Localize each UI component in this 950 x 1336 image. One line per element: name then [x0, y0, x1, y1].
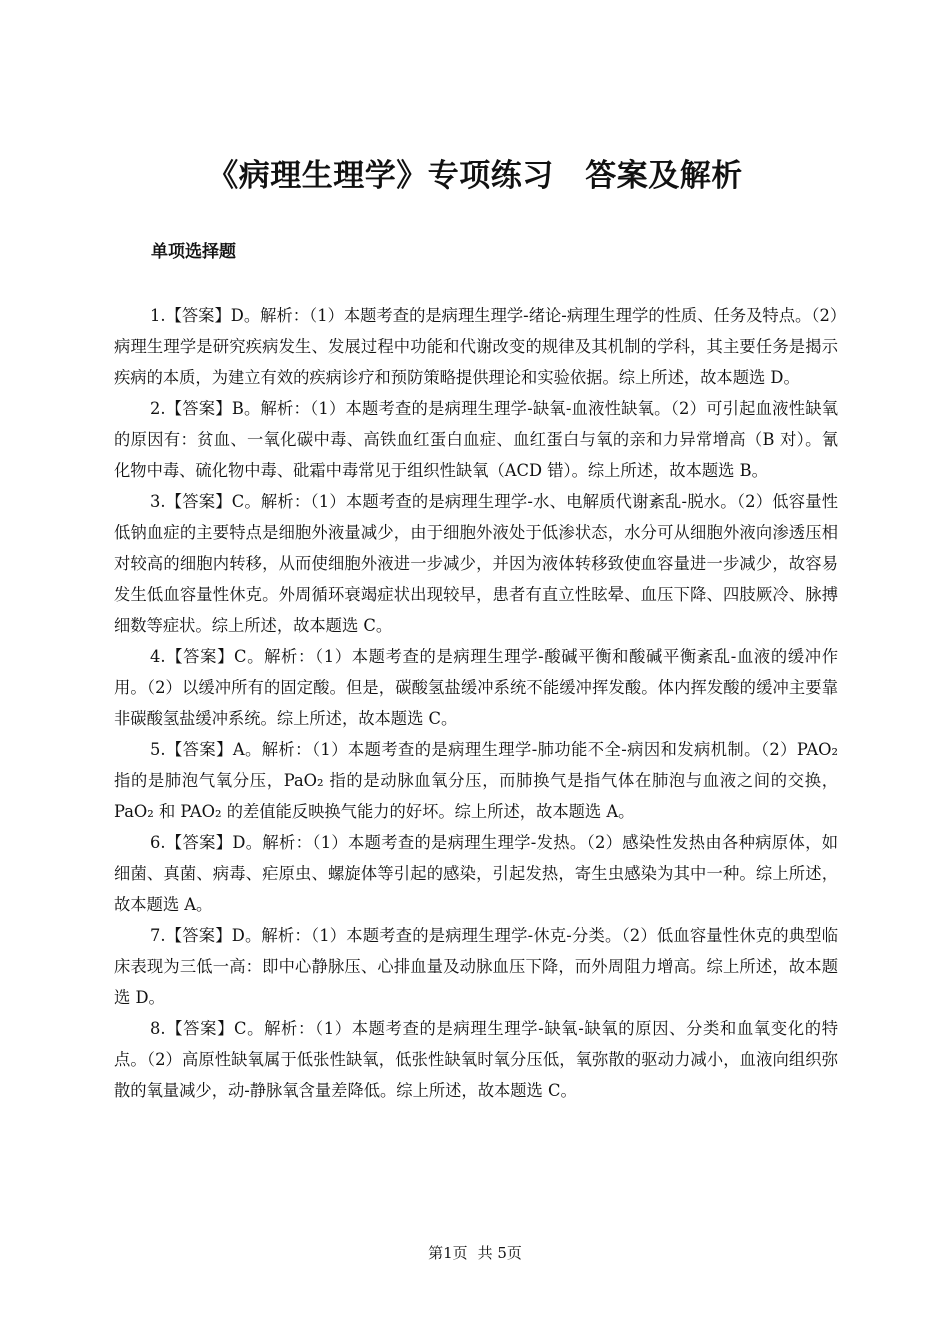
- answer-text: 【答案】C。解析：（1）本题考查的是病理生理学-水、电解质代谢紊乱-脱水。（2）低容量性低钠血症的主要特点是细胞外液量减少，由于细胞外液处于低渗状态，水分可从细胞外液向渗透压相对较高的细胞内转移，从而使细胞外液进一步减少，并因为液体转移致使血容量进一步减少，故容易发生低血容量性休克。外周循环衰竭症状出现较早，患者有直立性眩晕、血压下降、四肢厥冷、脉搏细数等症状。综上所述，故本题选 C。: [114, 492, 838, 635]
- answer-item: [114, 641, 838, 734]
- answer-text: 【答案】A。解析：（1）本题考查的是病理生理学-肺功能不全-病因和发病机制。（2）PAO₂ 指的是肺泡气氧分压，PaO₂ 指的是动脉血氧分压，而肺换气是指气体在肺泡与血液之间的交换，PaO₂ 和 PAO₂ 的差值能反映换气能力的好坏。综上所述，故本题选 A。: [114, 740, 838, 821]
- answer-text: 【答案】C。解析：（1）本题考查的是病理生理学-缺氧-缺氧的原因、分类和血氧变化的特点。（2）高原性缺氧属于低张性缺氧，低张性缺氧时氧分压低，氧弥散的驱动力减小，血液向组织弥散的氧量减少，动-静脉氧含量差降低。综上所述，故本题选 C。: [114, 1019, 838, 1100]
- answer-item: [114, 827, 838, 920]
- answer-text: 【答案】D。解析：（1）本题考查的是病理生理学-绪论-病理生理学的性质、任务及特点。（2）病理生理学是研究疾病发生、发展过程中功能和代谢改变的规律及其机制的学科，其主要任务是揭示疾病的本质，为建立有效的疾病诊疗和预防策略提供理论和实验依据。综上所述，故本题选 D。: [114, 306, 838, 387]
- answer-list: [114, 300, 838, 1106]
- answer-number: 7.: [150, 926, 166, 945]
- page-footer: [0, 1241, 950, 1265]
- answer-item: [114, 734, 838, 827]
- section-heading: 单项选择题: [151, 242, 236, 262]
- document-title: 《病理生理学》专项练习 答案及解析: [207, 158, 743, 194]
- answer-text: 【答案】C。解析：（1）本题考查的是病理生理学-酸碱平衡和酸碱平衡紊乱-血液的缓冲作用。（2）以缓冲所有的固定酸。但是，碳酸氢盐缓冲系统不能缓冲挥发酸。体内挥发酸的缓冲主要靠非碳酸氢盐缓冲系统。综上所述，故本题选 C。: [114, 647, 838, 728]
- answer-item: [114, 1013, 838, 1106]
- answer-number: 1.: [150, 306, 166, 325]
- answer-text: 【答案】B。解析：（1）本题考查的是病理生理学-缺氧-血液性缺氧。（2）可引起血液性缺氧的原因有：贫血、一氧化碳中毒、高铁血红蛋白血症、血红蛋白与氧的亲和力异常增高（B 对）。氰化物中毒、硫化物中毒、砒霜中毒常见于组织性缺氧（ACD 错）。综上所述，故本题选 B。: [114, 399, 838, 480]
- current-page-number: 第1页: [428, 1244, 468, 1262]
- answer-number: 2.: [150, 399, 166, 418]
- answer-item: [114, 920, 838, 1013]
- answer-number: 4.: [150, 647, 166, 666]
- answer-number: 8.: [150, 1019, 166, 1038]
- answer-text: 【答案】D。解析：（1）本题考查的是病理生理学-休克-分类。（2）低血容量性休克的典型临床表现为三低一高：即中心静脉压、心排血量及动脉血压下降，而外周阻力增高。综上所述，故本题选 D。: [114, 926, 838, 1007]
- total-pages: 共 5页: [477, 1244, 522, 1262]
- answer-number: 5.: [150, 740, 166, 759]
- answer-item: [114, 486, 838, 641]
- answer-number: 6.: [150, 833, 166, 852]
- answer-text: 【答案】D。解析：（1）本题考查的是病理生理学-发热。（2）感染性发热由各种病原体，如细菌、真菌、病毒、疟原虫、螺旋体等引起的感染，引起发热，寄生虫感染为其中一种。综上所述，故本题选 A。: [114, 833, 838, 914]
- answer-number: 3.: [150, 492, 166, 511]
- answer-item: [114, 300, 838, 393]
- answer-item: [114, 393, 838, 486]
